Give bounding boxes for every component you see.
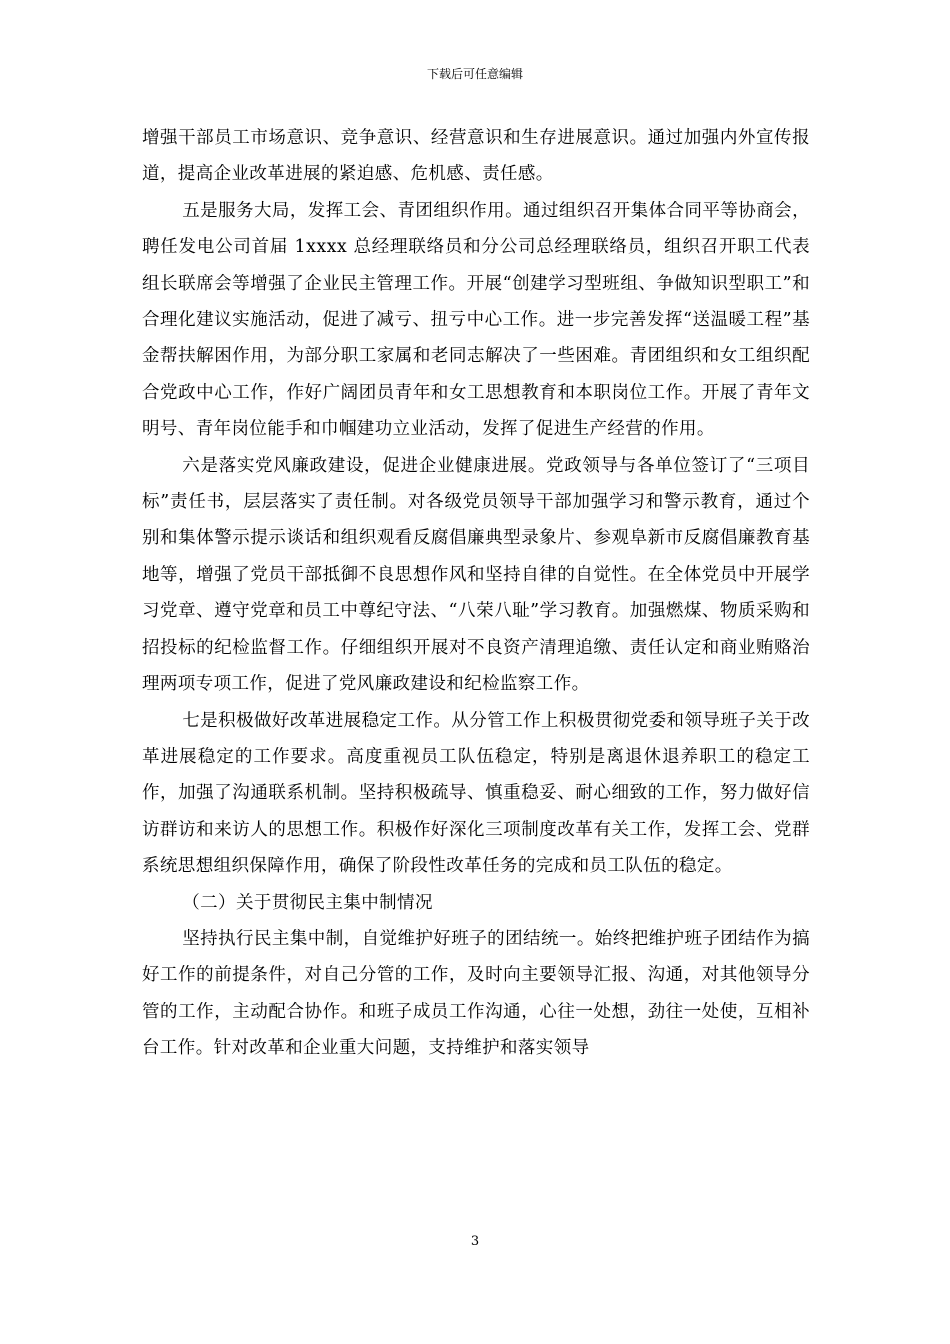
paragraph-item-five: 五是服务大局，发挥工会、青团组织作用。通过组织召开集体合同平等协商会，聘任发电公司首届 1xxxx 总经理联络员和分公司总经理联络员，组织召开职工代表组长联席会等增强了企业民主管理工作。开展“创建学习型班组、争做知识型职工”和合理化建议实施活动，促进了减亏、扭亏中心工作。进一步完善发挥“送温暖工程”基金帮扶解困作用，为部分职工家属和老同志解决了一些困难。青团组织和女工组织配合党政中心工作，作好广阔团员青年和女工思想教育和本职岗位工作。开展了青年文明号、青年岗位能手和巾帼建功立业活动，发挥了促进生产经营的作用。 xyxy=(142,200,810,440)
paragraph-democratic-centralism: 坚持执行民主集中制，自觉维护好班子的团结统一。始终把维护班子团结作为搞好工作的前提条件，对自己分管的工作，及时向主要领导汇报、沟通，对其他领导分管的工作，主动配合协作。和班子成员工作沟通，心往一处想，劲往一处使，互相补台工作。针对改革和企业重大问题，支持维护和落实领导 xyxy=(142,928,810,1059)
paragraph-continuation: 增强干部员工市场意识、竞争意识、经营意识和生存进展意识。通过加强内外宣传报道，提高企业改革进展的紧迫感、危机感、责任感。 xyxy=(142,128,810,185)
page-number: 3 xyxy=(470,1234,480,1249)
document-body xyxy=(142,120,810,1067)
paragraph-item-six: 六是落实党风廉政建设，促进企业健康进展。党政领导与各单位签订了“三项目标”责任书，层层落实了责任制。对各级党员领导干部加强学习和警示教育，通过个别和集体警示提示谈话和组织观看反腐倡廉典型录象片、参观阜新市反腐倡廉教育基地等，增强了党员干部抵御不良思想作风和坚持自律的自觉性。在全体党员中开展学习党章、遵守党章和员工中尊纪守法、“八荣八耻”学习教育。加强燃煤、物质采购和招投标的纪检监督工作。仔细组织开展对不良资产清理追缴、责任认定和商业贿赂治理两项专项工作，促进了党风廉政建设和纪检监察工作。 xyxy=(142,455,810,695)
paragraph-item-seven: 七是积极做好改革进展稳定工作。从分管工作上积极贯彻党委和领导班子关于改革进展稳定的工作要求。高度重视员工队伍稳定，特别是离退休退养职工的稳定工作，加强了沟通联系机制。坚持积极疏导、慎重稳妥、耐心细致的工作，努力做好信访群访和来访人的思想工作。积极作好深化三项制度改革有关工作，发挥工会、党群系统思想组织保障作用，确保了阶段性改革任务的完成和员工队伍的稳定。 xyxy=(142,710,810,877)
page-header: 下载后可任意编辑 xyxy=(426,67,523,81)
section-heading: （二）关于贯彻民主集中制情况 xyxy=(182,892,433,913)
